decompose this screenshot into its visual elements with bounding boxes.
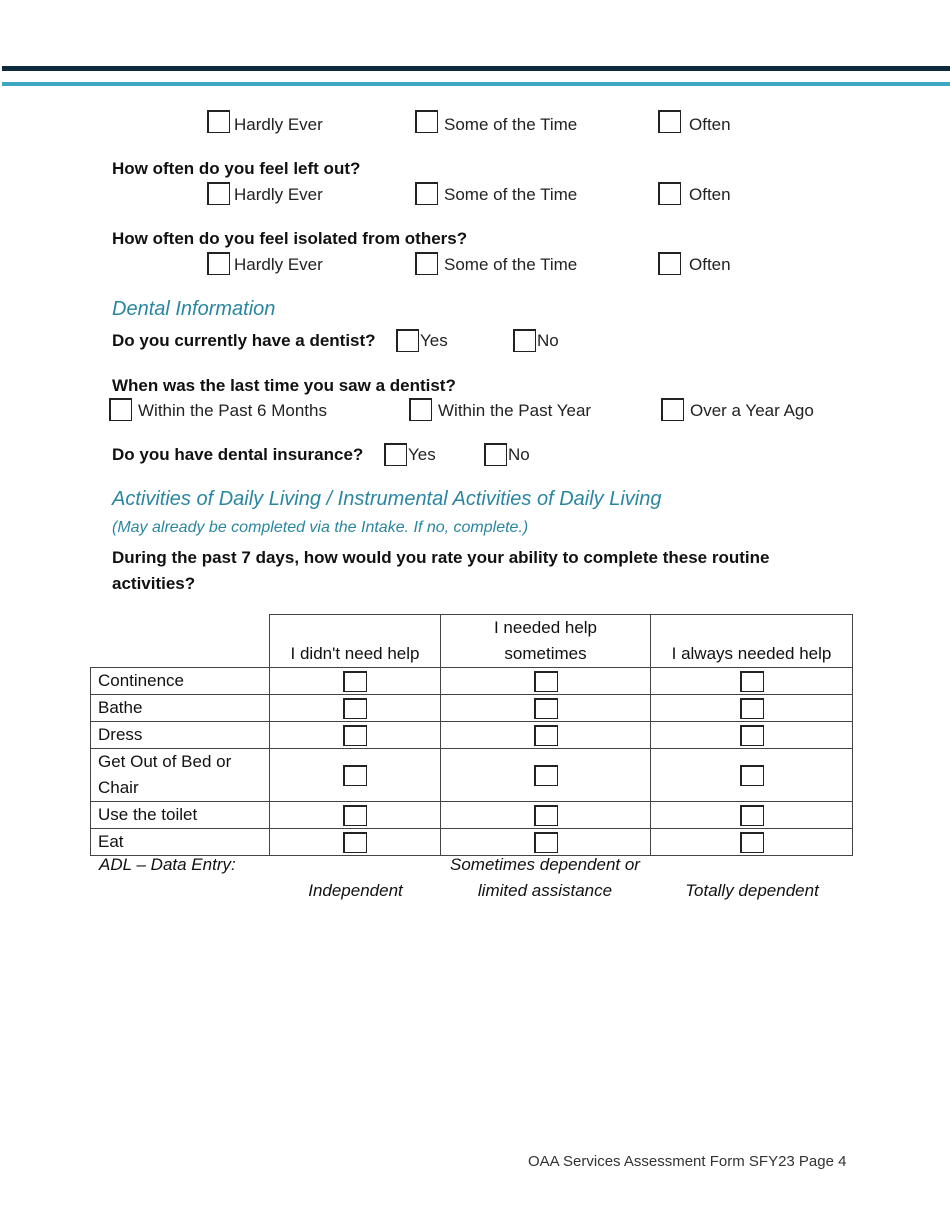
adl-continence-sometimes-checkbox[interactable] (534, 671, 558, 692)
adl-table (90, 614, 853, 856)
adl-cell (441, 802, 651, 829)
insurance-no-checkbox[interactable] (484, 443, 507, 466)
page-footer: OAA Services Assessment Form SFY23 Page 4 (528, 1153, 847, 1170)
adl-eat-sometimes-checkbox[interactable] (534, 832, 558, 853)
question-have-dentist: Do you currently have a dentist? (112, 331, 376, 350)
last-visit-6-months-checkbox[interactable] (109, 398, 132, 421)
dental-section-heading: Dental Information (112, 298, 276, 320)
adl-bed-chair-no-help-checkbox[interactable] (343, 765, 367, 786)
adl-toilet-no-help-checkbox[interactable] (343, 805, 367, 826)
isolated-often-label: Often (689, 255, 731, 274)
adl-eat-always-checkbox[interactable] (740, 832, 764, 853)
adl-continence-no-help-checkbox[interactable] (343, 671, 367, 692)
adl-section-heading: Activities of Daily Living / Instrumental Activities of Daily Living (112, 488, 662, 510)
left-out-hardly-ever-checkbox[interactable] (207, 182, 230, 205)
adl-entry-totally-dependent: Totally dependent (685, 881, 819, 900)
adl-bathe-sometimes-checkbox[interactable] (534, 698, 558, 719)
adl-dress-always-checkbox[interactable] (740, 725, 764, 746)
last-visit-6-months-label: Within the Past 6 Months (138, 401, 327, 420)
adl-toilet-always-checkbox[interactable] (740, 805, 764, 826)
q1-often-label: Often (689, 115, 731, 134)
adl-cell (270, 695, 441, 722)
adl-cell (270, 722, 441, 749)
adl-bathe-no-help-checkbox[interactable] (343, 698, 367, 719)
adl-column-header: I didn't need help (270, 615, 441, 668)
left-out-hardly-ever-label: Hardly Ever (234, 185, 323, 204)
insurance-yes-label: Yes (408, 445, 436, 464)
adl-cell (651, 829, 853, 856)
question-isolated: How often do you feel isolated from others? (112, 229, 468, 248)
adl-cell (270, 829, 441, 856)
adl-column-header: I always needed help (651, 615, 853, 668)
adl-entry-sometimes-dependent: Sometimes dependent or limited assistance (450, 855, 640, 900)
adl-row-label: Get Out of Bed or Chair (91, 749, 270, 802)
q1-hardly-ever-label: Hardly Ever (234, 115, 323, 134)
adl-cell (441, 722, 651, 749)
isolated-hardly-ever-label: Hardly Ever (234, 255, 323, 274)
adl-row-label: Bathe (91, 695, 270, 722)
adl-cell (651, 668, 853, 695)
adl-column-header: I needed help sometimes (441, 615, 651, 668)
adl-bed-chair-always-checkbox[interactable] (740, 765, 764, 786)
last-visit-past-year-label: Within the Past Year (438, 401, 592, 420)
adl-cell (270, 668, 441, 695)
isolated-some-of-the-time-checkbox[interactable] (415, 252, 438, 275)
adl-cell (441, 749, 651, 802)
adl-row-label: Dress (91, 722, 270, 749)
q1-often-checkbox[interactable] (658, 110, 681, 133)
q1-some-of-the-time-checkbox[interactable] (415, 110, 438, 133)
adl-row-label: Use the toilet (91, 802, 270, 829)
q1-hardly-ever-checkbox[interactable] (207, 110, 230, 133)
adl-eat-no-help-checkbox[interactable] (343, 832, 367, 853)
adl-toilet-sometimes-checkbox[interactable] (534, 805, 558, 826)
adl-cell (270, 802, 441, 829)
adl-bed-chair-sometimes-checkbox[interactable] (534, 765, 558, 786)
question-left-out: How often do you feel left out? (112, 159, 361, 178)
adl-data-entry-label: ADL – Data Entry: (99, 855, 236, 874)
adl-row-label: Eat (91, 829, 270, 856)
left-out-some-of-the-time-label: Some of the Time (444, 185, 578, 204)
adl-cell (651, 749, 853, 802)
have-dentist-no-checkbox[interactable] (513, 329, 536, 352)
have-dentist-no-label: No (537, 331, 559, 350)
header-rule-light (2, 82, 950, 86)
have-dentist-yes-label: Yes (420, 331, 448, 350)
last-visit-over-a-year-label: Over a Year Ago (690, 401, 814, 420)
question-last-dentist-visit: When was the last time you saw a dentist? (112, 376, 456, 395)
isolated-often-checkbox[interactable] (658, 252, 681, 275)
adl-cell (651, 722, 853, 749)
adl-cell (441, 668, 651, 695)
adl-continence-always-checkbox[interactable] (740, 671, 764, 692)
left-out-often-label: Often (689, 185, 731, 204)
question-dental-insurance: Do you have dental insurance? (112, 445, 364, 464)
adl-prompt: During the past 7 days, how would you rate your ability to complete these routine activities? (112, 548, 770, 593)
adl-cell (270, 749, 441, 802)
adl-row-label: Continence (91, 668, 270, 695)
last-visit-past-year-checkbox[interactable] (409, 398, 432, 421)
insurance-no-label: No (508, 445, 530, 464)
header-rule-dark (2, 66, 950, 71)
adl-bathe-always-checkbox[interactable] (740, 698, 764, 719)
isolated-some-of-the-time-label: Some of the Time (444, 255, 578, 274)
have-dentist-yes-checkbox[interactable] (396, 329, 419, 352)
last-visit-over-a-year-checkbox[interactable] (661, 398, 684, 421)
adl-table-corner (91, 615, 270, 668)
adl-cell (651, 695, 853, 722)
q1-some-of-the-time-label: Some of the Time (444, 115, 578, 134)
adl-cell (651, 802, 853, 829)
adl-entry-independent: Independent (308, 881, 403, 900)
left-out-some-of-the-time-checkbox[interactable] (415, 182, 438, 205)
adl-dress-sometimes-checkbox[interactable] (534, 725, 558, 746)
adl-intake-note: (May already be completed via the Intake. If no, complete.) (112, 519, 529, 536)
adl-cell (441, 695, 651, 722)
isolated-hardly-ever-checkbox[interactable] (207, 252, 230, 275)
adl-dress-no-help-checkbox[interactable] (343, 725, 367, 746)
insurance-yes-checkbox[interactable] (384, 443, 407, 466)
left-out-often-checkbox[interactable] (658, 182, 681, 205)
